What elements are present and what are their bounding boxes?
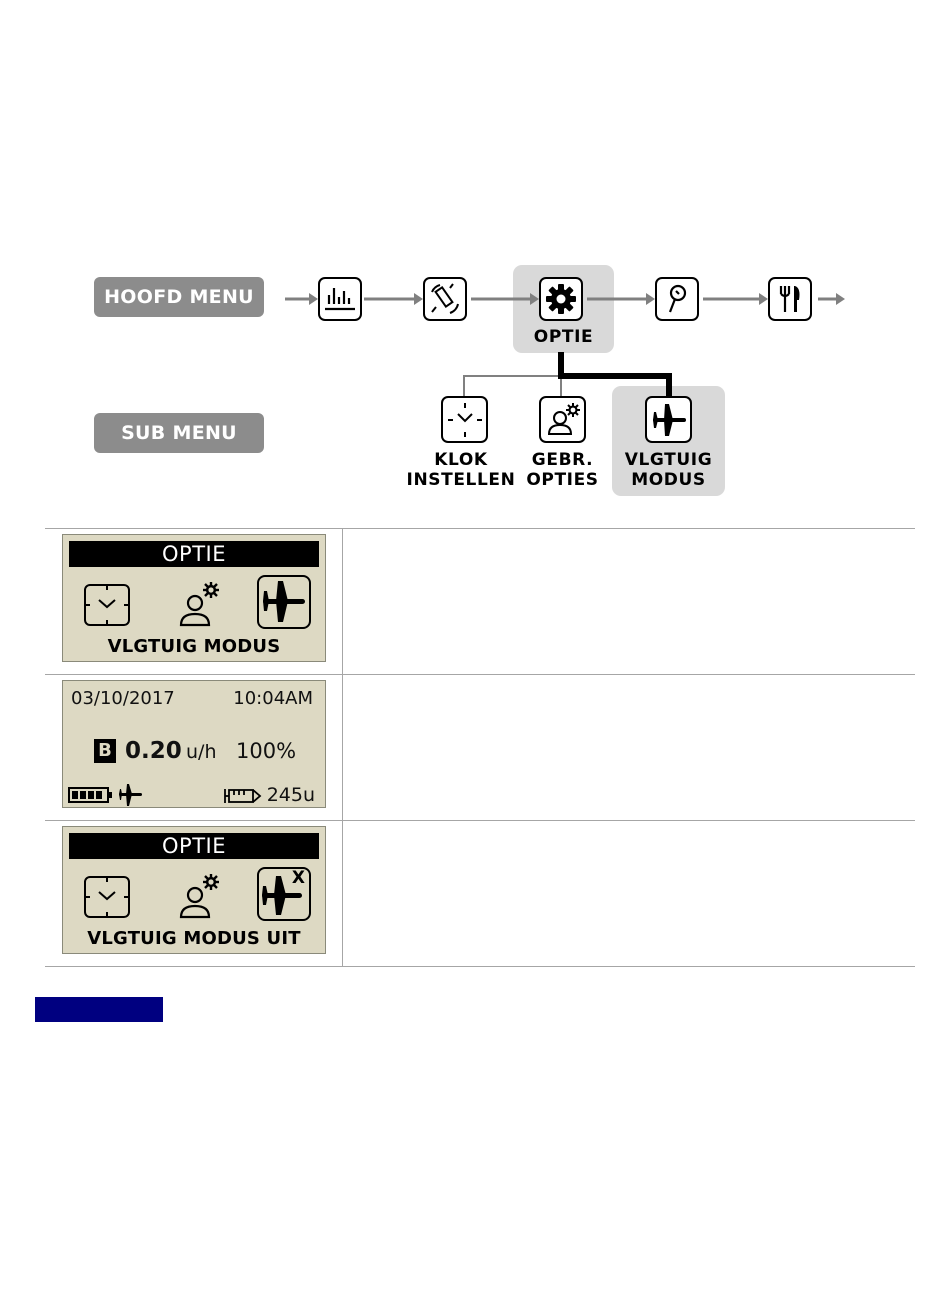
- user-settings-icon: [175, 579, 223, 629]
- basal-unit: u/h: [186, 741, 217, 763]
- steps-table: [45, 528, 915, 967]
- clock-icon: [83, 583, 131, 627]
- user-settings-icon: [175, 871, 223, 921]
- sub-item-klok-label: [400, 450, 522, 490]
- airplane-icon[interactable]: [645, 396, 692, 443]
- battery-icon: [68, 785, 114, 805]
- airplane-off-icon: [257, 867, 311, 921]
- sub-item-line1: GEBR.: [531, 450, 594, 470]
- lcd-caption: VLGTUIG MODUS: [107, 636, 281, 657]
- description-cell: [343, 529, 916, 675]
- reservoir-units: 245u: [266, 784, 315, 806]
- section-marker-bar: [35, 997, 163, 1022]
- table-row: [45, 675, 915, 821]
- lcd-caption: VLGTUIG MODUS UIT: [87, 928, 301, 949]
- sub-item-line2: OPTIES: [526, 470, 599, 490]
- basal-percent: 100%: [236, 739, 297, 763]
- screen-cell: [45, 529, 343, 675]
- table-row: [45, 821, 915, 967]
- sub-item-gebr-label: [520, 450, 605, 490]
- lcd-screen-option: [62, 534, 326, 662]
- screen-cell: [45, 675, 343, 821]
- description-cell: [343, 821, 916, 967]
- clock-icon: [83, 875, 131, 919]
- lcd-title: OPTIE: [69, 541, 319, 567]
- main-menu-label: HOOFD MENU: [94, 277, 264, 317]
- sub-item-line2: MODUS: [631, 470, 706, 490]
- sub-item-line2: INSTELLEN: [406, 470, 516, 490]
- gear-icon[interactable]: [539, 277, 583, 321]
- sub-menu-label: SUB MENU: [94, 413, 264, 453]
- table-row: [45, 529, 915, 675]
- sub-item-vlgtuig-label: [612, 450, 725, 490]
- syringe-icon: [223, 787, 263, 805]
- lcd-title: OPTIE: [69, 833, 319, 859]
- sub-item-line1: KLOK: [434, 450, 488, 470]
- airplane-icon: [257, 575, 311, 629]
- optie-main-label: OPTIE: [533, 327, 594, 347]
- sub-item-line1: VLGTUIG: [624, 450, 713, 470]
- time: 10:04AM: [233, 688, 313, 709]
- screen-cell: [45, 821, 343, 967]
- airplane-icon: [117, 783, 143, 807]
- fork-knife-icon[interactable]: [768, 277, 812, 321]
- lcd-screen-option-off: [62, 826, 326, 954]
- user-settings-icon[interactable]: [539, 396, 586, 443]
- basal-badge: B: [94, 739, 116, 763]
- basal-rate: 0.20: [125, 738, 182, 764]
- pushpin-icon[interactable]: [655, 277, 699, 321]
- syringe-refresh-icon[interactable]: [423, 277, 467, 321]
- date: 03/10/2017: [71, 688, 175, 709]
- off-mark: X: [291, 868, 305, 888]
- bar-chart-icon[interactable]: [318, 277, 362, 321]
- description-cell: [343, 675, 916, 821]
- lcd-screen-home: [62, 680, 326, 808]
- clock-icon[interactable]: [441, 396, 488, 443]
